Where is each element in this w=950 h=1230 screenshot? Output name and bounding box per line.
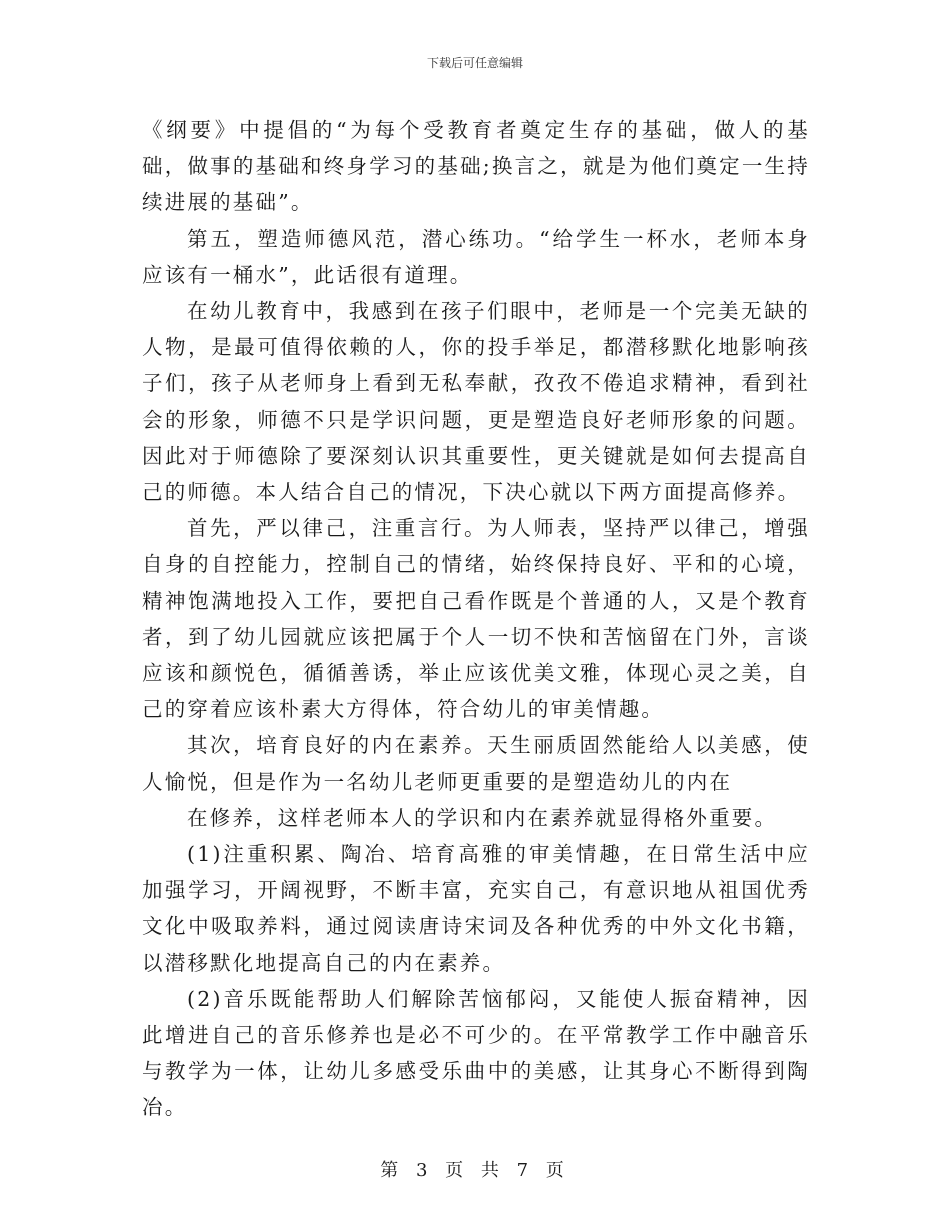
page-number-indicator: 第 3 页 共 7 页: [380, 1160, 570, 1181]
paragraph-8: (2)音乐既能帮助人们解除苦恼郁闷，又能使人振奋精神，因此增进自己的音乐修养也是必不可少的。在平常教学工作中融音乐与教学为一体，让幼儿多感受乐曲中的美感，让其身心不断得到陶冶。: [142, 986, 810, 1120]
paragraph-4: 首先，严以律己，注重言行。为人师表，坚持严以律己，增强自身的自控能力，控制自己的情绪，始终保持良好、平和的心境，精神饱满地投入工作，要把自己看作既是个普通的人，又是个教育者，到了幼儿园就应该把属于个人一切不快和苦恼留在门外，言谈应该和颜悦色，循循善诱，举止应该优美文雅，体现心灵之美，自己的穿着应该朴素大方得体，符合幼儿的审美情趣。: [142, 516, 810, 722]
paragraph-1: 《纲要》中提倡的“为每个受教育者奠定生存的基础，做人的基础，做事的基础和终身学习的基础;换言之，就是为他们奠定一生持续进展的基础”。: [142, 118, 810, 215]
paragraph-7: (1)注重积累、陶冶、培育高雅的审美情趣，在日常生活中应加强学习，开阔视野，不断丰富，充实自己，有意识地从祖国优秀文化中吸取养料，通过阅读唐诗宋词及各种优秀的中外文化书籍，以潜移默化地提高自己的内在素养。: [142, 842, 810, 975]
document-body: [142, 112, 810, 1126]
paragraph-5: 其次，培育良好的内在素养。天生丽质固然能给人以美感，使人愉悦，但是作为一名幼儿老师更重要的是塑造幼儿的内在: [142, 733, 810, 794]
paragraph-3: 在幼儿教育中，我感到在孩子们眼中，老师是一个完美无缺的人物，是最可值得依赖的人，你的投手举足，都潜移默化地影响孩子们，孩子从老师身上看到无私奉献，孜孜不倦追求精神，看到社会的形象，师德不只是学识问题，更是塑造良好老师形象的问题。因此对于师德除了要深刻认识其重要性，更关键就是如何去提高自己的师德。本人结合自己的情况，下决心就以下两方面提高修养。: [142, 299, 810, 505]
paragraph-2: 第五，塑造师德风范，潜心练功。“给学生一杯水，老师本身应该有一桶水”，此话很有道理。: [142, 226, 810, 287]
page-header-note: 下载后可任意编辑: [426, 56, 523, 70]
paragraph-6: 在修养，这样老师本人的学识和内在素养就显得格外重要。: [187, 805, 778, 830]
